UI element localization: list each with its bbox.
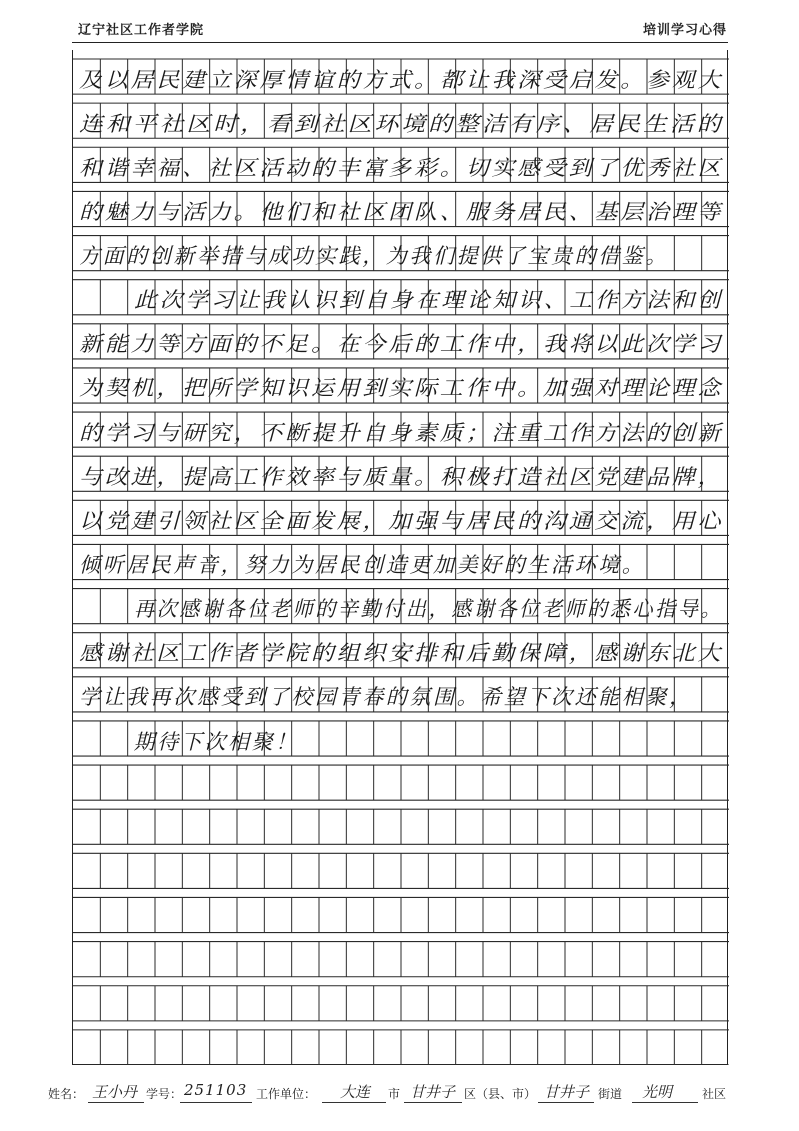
essay-line-5: 方面的创新举措与成功实践，为我们提供了宝贵的借鉴。	[79, 244, 669, 269]
writing-sheet	[72, 50, 728, 1065]
essay-line-6: 此次学习让我认识到自身在理论知识、工作方法和创	[133, 288, 723, 313]
essay-line-10: 与改进，提高工作效率与质量。积极打造社区党建品牌，	[79, 464, 724, 489]
name-underline	[88, 1102, 144, 1103]
essay-line-15: 学让我再次感受到了校园青春的氛围。希望下次还能相聚，	[79, 685, 693, 710]
essay-line-14: 感谢社区工作者学院的组织安排和后勤保障，感谢东北大	[79, 641, 724, 666]
name-label: 姓名：	[48, 1087, 85, 1101]
street-label: 街道	[598, 1087, 623, 1101]
community-label: 社区	[702, 1087, 727, 1101]
id-label: 学号：	[146, 1087, 183, 1101]
id-value: 251103	[184, 1081, 248, 1099]
unit-label: 工作单位：	[256, 1087, 317, 1101]
student-info-footer	[0, 1077, 799, 1107]
essay-line-8: 为契机，把所学知识运用到实际工作中。加强对理论理念	[79, 376, 724, 401]
essay-line-1: 及以居民建立深厚情谊的方式。都让我深受启发。参观大	[79, 67, 724, 92]
essay-line-16: 期待下次相聚！	[133, 729, 299, 754]
district-value: 甘井子	[410, 1083, 456, 1101]
city-underline	[322, 1102, 386, 1103]
id-underline	[180, 1102, 252, 1103]
city-value: 大连	[340, 1083, 371, 1101]
community-underline	[632, 1102, 698, 1103]
header-rule	[72, 42, 728, 43]
essay-line-7: 新能力等方面的不足。在今后的工作中，我将以此次学习	[79, 332, 724, 357]
essay-line-12: 倾听居民声音，努力为居民创造更加美好的生活环境。	[79, 553, 646, 577]
street-underline	[538, 1102, 594, 1103]
name-value: 王小丹	[92, 1083, 138, 1101]
essay-line-9: 的学习与研究，不断提升自身素质；注重工作方法的创新	[79, 420, 724, 445]
header-institution: 辽宁社区工作者学院	[78, 23, 205, 38]
essay-line-4: 的魅力与活力。他们和社区团队、服务居民、基层治理等	[79, 199, 724, 224]
district-label: 区（县、市）	[464, 1087, 537, 1101]
header-doc-type: 培训学习心得	[642, 23, 727, 38]
community-value: 光明	[642, 1083, 673, 1101]
essay-line-11: 以党建引领社区全面发展，加强与居民的沟通交流，用心	[79, 508, 724, 533]
essay-line-3: 和谐幸福、社区活动的丰富多彩。切实感受到了优秀社区	[79, 155, 724, 180]
essay-line-2: 连和平社区时，看到社区环境的整洁有序、居民生活的	[79, 111, 724, 136]
essay-line-13: 再次感谢各位老师的辛勤付出，感谢各位老师的悉心指导。	[133, 597, 723, 622]
city-label: 市	[388, 1087, 401, 1101]
district-underline	[404, 1102, 462, 1103]
street-value: 甘井子	[544, 1083, 590, 1101]
